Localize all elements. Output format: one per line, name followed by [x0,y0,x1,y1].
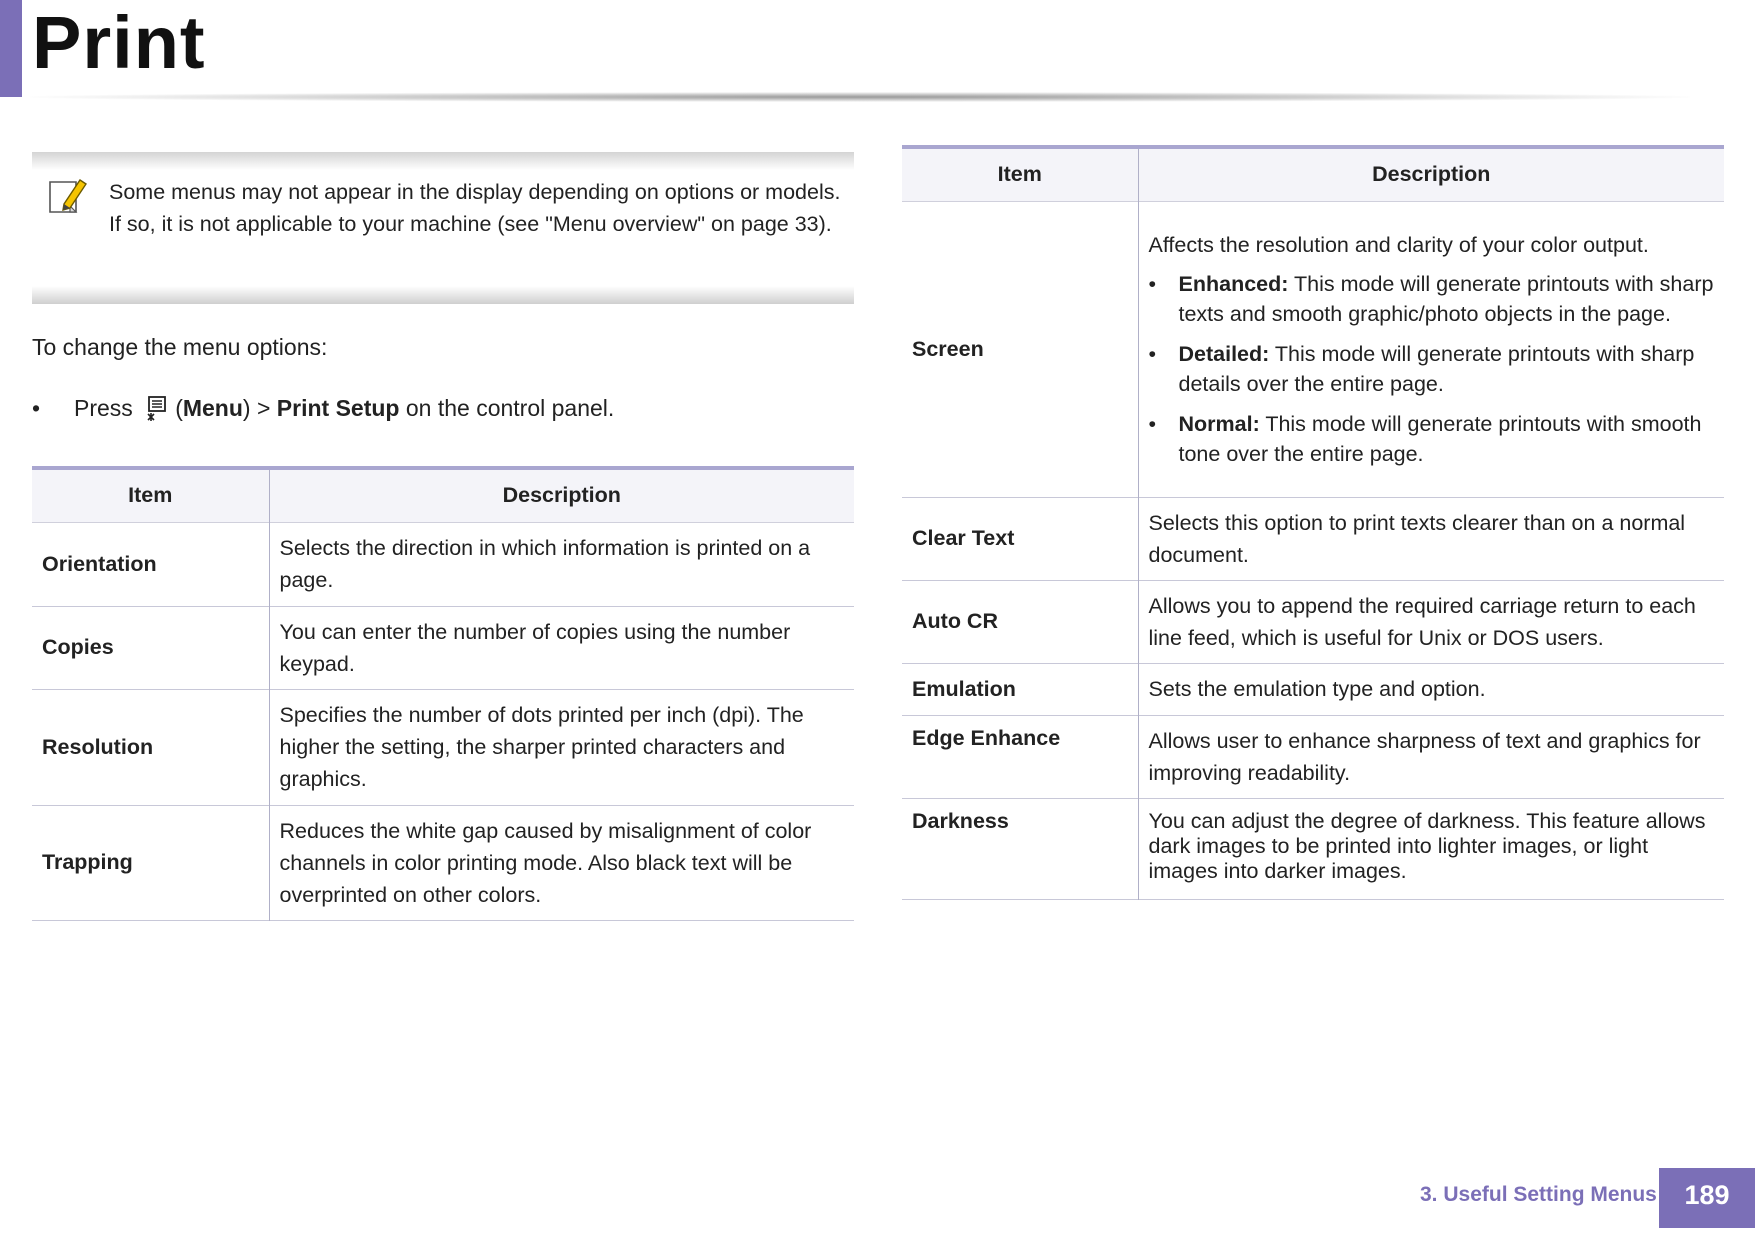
row-item: Darkness [902,798,1138,899]
table-row [32,522,854,606]
table-header-row [32,468,854,522]
list-item [1149,269,1715,329]
row-item: Screen [902,201,1138,497]
row-item: Resolution [32,689,269,805]
header-description: Description [1138,147,1724,201]
option-text: This mode will generate printouts with sharp details over the entire page. [1178,342,1695,396]
option-name: Detailed: [1178,342,1270,366]
table-header-row [902,147,1724,201]
note-box [32,152,854,304]
note-pencil-icon [46,176,88,218]
header-item: Item [902,147,1138,201]
option-name: Normal: [1178,412,1260,436]
open-paren: ( [175,395,183,421]
row-description: You can enter the number of copies using the number keypad. [279,619,791,676]
row-description: You can adjust the degree of darkness. This feature allows dark images to be printed into lighter images, or light images into darker images. [1148,808,1706,883]
row-description: Sets the emulation type and option. [1148,677,1486,701]
page-number-badge: 189 [1659,1168,1755,1228]
table-row [902,663,1724,715]
press-text: Press [74,395,133,421]
row-description [1138,201,1724,497]
row-description: Selects this option to print texts clearer than on a normal document. [1148,510,1686,567]
row-description: Specifies the number of dots printed per inch (dpi). The higher the setting, the sharper printed characters and graphics. [279,703,804,791]
option-text: This mode will generate printouts with sharp texts and smooth graphic/photo objects in the page. [1178,272,1714,326]
screen-lead-text: Affects the resolution and clarity of your color output. [1148,233,1649,257]
left-options-table [32,466,854,921]
table-row-screen [902,201,1724,497]
row-item: Emulation [902,663,1138,715]
between-text: ) > [242,395,277,421]
note-top-border [32,152,854,170]
row-item: Edge Enhance [902,715,1138,798]
header-description: Description [269,468,854,522]
intro-text: To change the menu options: [32,334,328,360]
title-divider [30,92,1690,102]
table-row [902,580,1724,663]
instruction-line [32,394,614,422]
print-setup-label: Print Setup [276,395,400,421]
list-item [1149,409,1715,469]
table-row [32,689,854,805]
row-description: Allows user to enhance sharpness of text and graphics for improving readability. [1148,728,1701,785]
option-name: Enhanced: [1178,272,1289,296]
row-item: Orientation [32,522,269,606]
row-item: Clear Text [902,497,1138,580]
table-row [902,798,1724,899]
bullet: • [32,395,41,421]
page-title: Print [32,1,206,84]
chapter-footer: 3. Useful Setting Menus [1420,1183,1657,1206]
row-description: Reduces the white gap caused by misalignment of color channels in color printing mode. Also black text will be overprinted on other colors. [279,818,812,907]
row-item: Auto CR [902,580,1138,663]
menu-button-icon [143,394,169,422]
menu-label: Menu [182,395,243,421]
table-row [902,715,1724,798]
table-row [902,497,1724,580]
header-item: Item [32,468,269,522]
option-text: This mode will generate printouts with smooth tone over the entire page. [1178,412,1702,466]
note-text: Some menus may not appear in the display depending on options or models. If so, it is not applicable to your machine (see "Menu overview" on page 33). [109,180,841,236]
right-options-table [902,145,1724,900]
tail-text: on the control panel. [399,395,615,421]
row-description: Allows you to append the required carriage return to each line feed, which is useful for Unix or DOS users. [1148,593,1696,650]
screen-options-list [1149,269,1715,469]
row-item: Copies [32,606,269,689]
note-bottom-border [32,286,854,304]
row-description: Selects the direction in which information is printed on a page. [279,536,811,592]
table-row [32,606,854,689]
table-row [32,805,854,920]
title-accent-bar [0,0,22,97]
list-item [1149,339,1715,399]
row-item: Trapping [32,805,269,920]
